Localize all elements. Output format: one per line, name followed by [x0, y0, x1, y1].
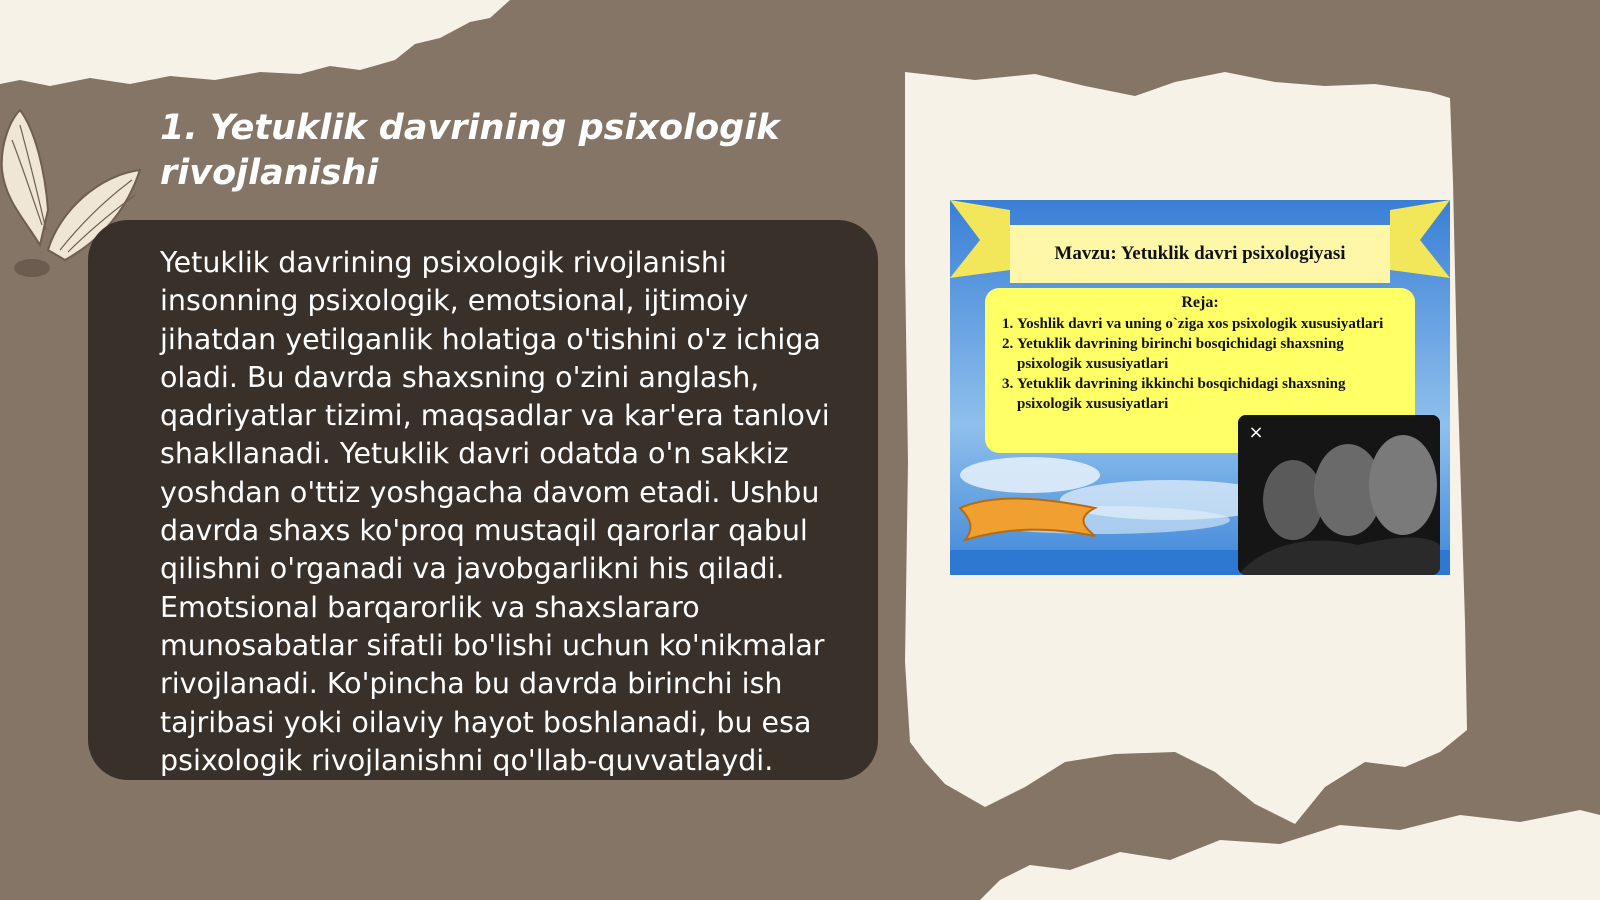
torn-paper-top [0, 0, 560, 100]
plan-item: 3. Yetuklik davrining ikkinchi bosqichidagi shaxsning psixologik xususiyatlari [1017, 374, 1403, 414]
video-overlay[interactable] [1238, 415, 1440, 575]
plan-item: 2. Yetuklik davrining birinchi bosqichidagi shaxsning psixologik xususiyatlari [1017, 334, 1403, 374]
embedded-slide-screenshot [950, 200, 1450, 575]
close-icon[interactable]: × [1248, 422, 1264, 443]
slide-body-text: Yetuklik davrining psixologik rivojlanishi insonning psixologik, emotsional, ijtimoiy jihatdan yetilganlik holatiga o'tishini o'z ichiga oladi. Bu davrda shaxsning o'zini anglash, qadriyatlar tizimi, maqsadlar va kar'era tanlovi shakllanadi. Yetuklik davri odatda o'n sakkiz yoshdan o'ttiz yoshgacha davom etadi. Ushbu davrda shaxs ko'proq mustaqil qarorlar qabul qilishni o'rganadi va javobgarlikni his qiladi. Emotsional barqarorlik va shaxslararo munosabatlar sifatli bo'lishi uchun ko'nikmalar rivojlanadi. Ko'pincha bu davrda birinchi ish tajribasi yoki oilaviy hayot boshlanadi, bu esa psixologik rivojlanishni qo'llab-quvvatlaydi. [160, 246, 830, 777]
torn-paper-bottom [980, 770, 1600, 900]
slide-title: 1. Yetuklik davrining psixologik rivojlanishi [160, 108, 780, 193]
plan-item: 1. Yoshlik davri va uning o`ziga xos psixologik xususiyatlari [1017, 314, 1403, 334]
embedded-slide-title: Mavzu: Yetuklik davri psixologiyasi [1010, 225, 1390, 283]
plan-list [997, 314, 1403, 414]
ribbon-decoration-icon [955, 488, 1105, 548]
plan-heading: Reja: [1181, 294, 1219, 311]
people-profile-image [1238, 415, 1440, 575]
